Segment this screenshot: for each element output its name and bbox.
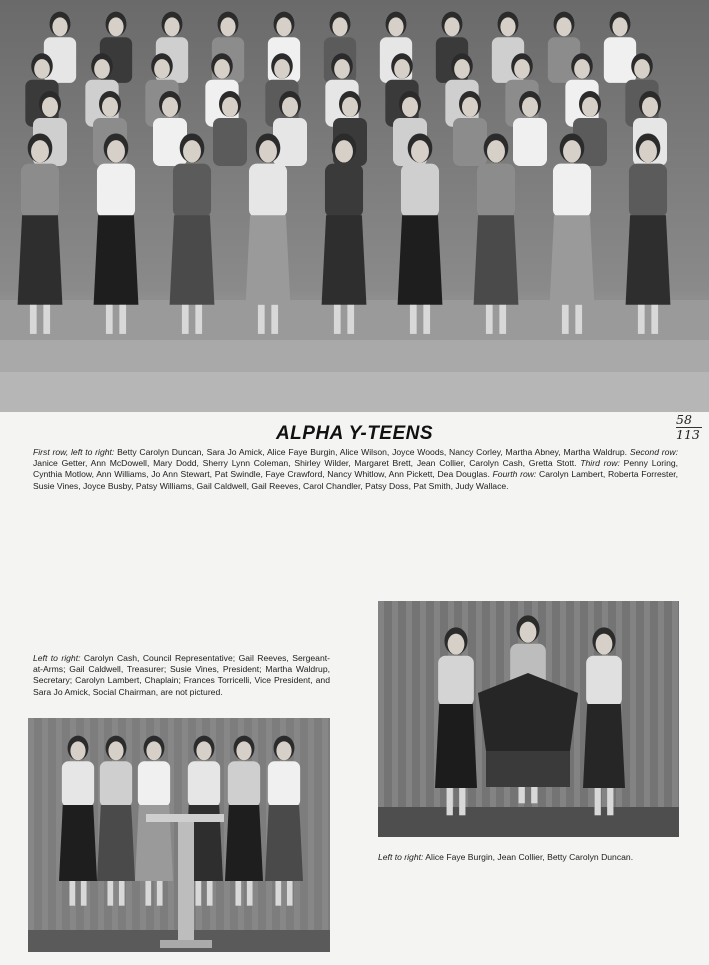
fourth-row-names: Carolyn Lambert, Roberta Forrester, Susie Vines, Joyce Busby, Patsy Williams, Gail Caldwell, Gail Reeves, Carol Chandler, Patsy Doss, Pat Smith, Judy Wallace. bbox=[33, 469, 678, 491]
third-row-label: Third row: bbox=[576, 458, 620, 469]
group-photo bbox=[0, 0, 709, 412]
first-row-names: Betty Carolyn Duncan, Sara Jo Amick, Alice Faye Burgin, Alice Wilson, Joyce Woods, Nancy Corley, Martha Abney, Martha Waldrup. bbox=[114, 447, 628, 457]
officers-caption bbox=[33, 653, 330, 698]
second-row-label: Second row: bbox=[627, 447, 678, 457]
handwritten-line-1: 58 bbox=[676, 412, 692, 427]
officers-photo bbox=[28, 718, 330, 952]
third-row-names: Penny Loring, Cynthia Motlow, Ann Williams, Jo Ann Stewart, Pat Swindle, Faye Crawford, Nancy Whitlow, Ann Pickett, Dea Douglas. bbox=[33, 458, 679, 480]
handwritten-line-2: 113 bbox=[676, 427, 702, 442]
group-photo-caption bbox=[33, 447, 678, 492]
officers-caption-text: Carolyn Cash, Council Representative; Gail Reeves, Sergeant-at-Arms; Gail Caldwell, Treasurer; Susie Vines, President; Martha Waldrup, Secretary; Carolyn Lambert, Chaplain; Frances Torricelli, Vice President, and Sara Jo Amick, Social Chairman, are not pictured. bbox=[33, 653, 330, 697]
fourth-row-label: Fourth row: bbox=[489, 469, 537, 480]
page-title: ALPHA Y-TEENS bbox=[275, 423, 434, 444]
officers-photo-image bbox=[28, 718, 330, 952]
officers-caption-label: Left to right: bbox=[33, 653, 81, 663]
group-photo-image bbox=[0, 0, 709, 412]
trio-photo-image bbox=[378, 601, 679, 837]
trio-photo bbox=[378, 601, 679, 837]
first-row-label: First row, left to right: bbox=[33, 447, 115, 457]
second-row-names: Janice Getter, Ann McDowell, Mary Dodd, Sherry Lynn Coleman, Shirley Wilder, Margaret Brett, Jean Collier, Carolyn Cash, Gretta Stott. bbox=[33, 458, 577, 469]
trio-caption-text: Alice Faye Burgin, Jean Collier, Betty Carolyn Duncan. bbox=[423, 852, 634, 862]
trio-caption bbox=[378, 852, 677, 863]
trio-caption-label: Left to right: bbox=[378, 852, 424, 862]
